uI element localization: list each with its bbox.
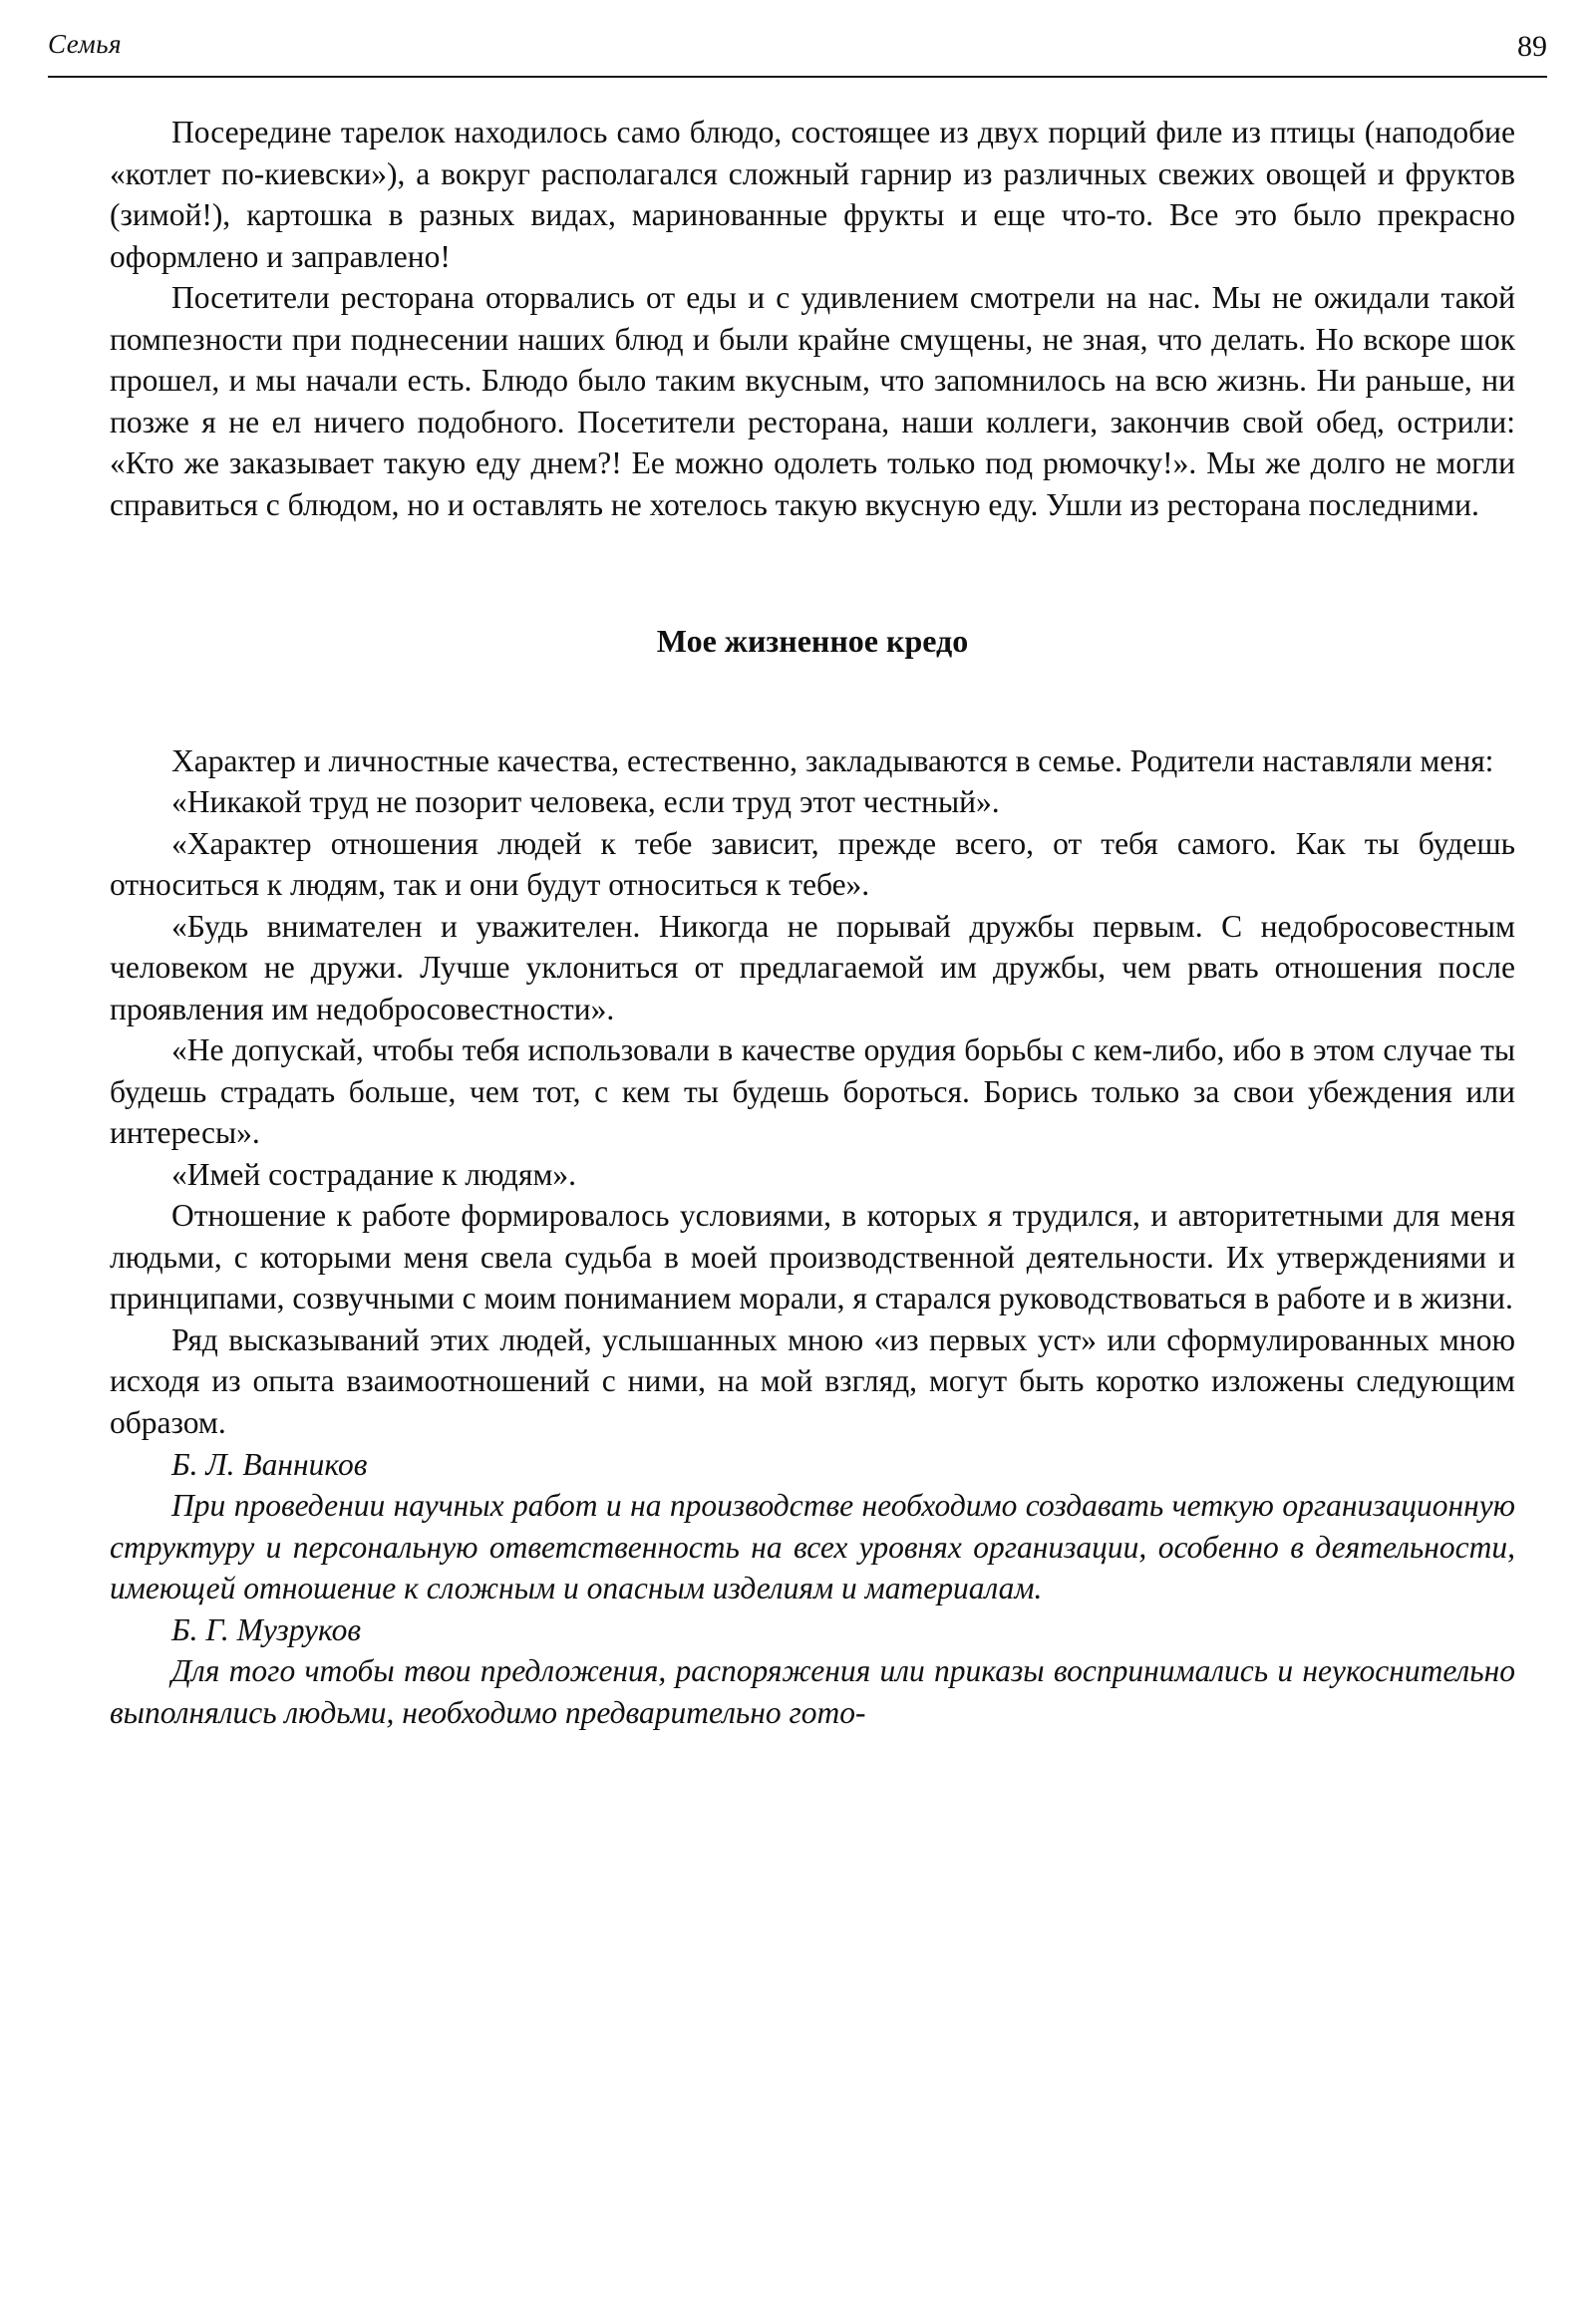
- paragraph: Посередине тарелок находилось само блюдо, состоящее из двух порций филе из птицы (наподобие «котлет по-киевски»), а вокруг располагался сложный гарнир из различных свежих овощей и фруктов (зимой!), картошка в разных видах, маринованные фрукты и еще что-то. Все это было прекрасно оформлено и заправлено!: [110, 115, 1515, 274]
- page-number: 89: [1517, 30, 1547, 63]
- section-title: Мое жизненное кредо: [656, 623, 969, 660]
- paragraph: «Не допускай, чтобы тебя использовали в качестве орудия борьбы с кем-либо, ибо в этом случае ты будешь страдать больше, чем тот, с кем ты будешь бороться. Борись только за свои убеждения или интересы».: [110, 1032, 1515, 1151]
- paragraph: «Имей сострадание к людям».: [171, 1156, 577, 1192]
- spacer: [110, 525, 1515, 621]
- paragraph: «Никакой труд не позорит человека, если труд этот честный».: [171, 784, 1000, 820]
- quote-author: Б. Л. Ванников: [171, 1446, 368, 1482]
- paragraph: Отношение к работе формировалось условиями, в которых я трудился, и авторитетными для меня людьми, с которыми меня свела судьба в моей производственной деятельности. Их утверждениями и принципами, созвучными с моим пониманием морали, я старался руководствоваться в работе и в жизни.: [110, 1198, 1515, 1316]
- spacer: [110, 663, 1515, 740]
- quote-author: Б. Г. Музруков: [171, 1611, 361, 1647]
- page-content: [110, 112, 1515, 1733]
- page-header: [48, 30, 1547, 78]
- paragraph: Посетители ресторана оторвались от еды и с удивлением смотрели на нас. Мы не ожидали такой помпезности при поднесении наших блюд и были крайне смущены, не зная, что делать. Но вскоре шок прошел, и мы начали есть. Блюдо было таким вкусным, что запомнилось на всю жизнь. Ни раньше, ни позже я не ел ничего подобного. Посетители ресторана, наши коллеги, закончив свой обед, острили: «Кто же заказывает такую еду днем?! Ее можно одолеть только под рюмочку!». Мы же долго не могли справиться с блюдом, но и оставлять не хотелось такую вкусную еду. Ушли из ресторана последними.: [110, 280, 1515, 522]
- paragraph: Характер и личностные качества, естественно, закладываются в семье. Родители наставляли меня:: [171, 742, 1494, 778]
- running-title: Семья: [48, 29, 123, 59]
- paragraph: Ряд высказываний этих людей, услышанных мною «из первых уст» или сформулированных мною исходя из опыта взаимоотношений с ними, на мой взгляд, могут быть коротко изложены следующим образом.: [110, 1321, 1515, 1440]
- quote-text: При проведении научных работ и на производстве необходимо создавать четкую организационную структуру и персональную ответственность на всех уровнях организации, особенно в деятельности, имеющей отношение к сложным и опасным изделиям и материалам.: [110, 1488, 1515, 1606]
- quote-text: Для того чтобы твои предложения, распоряжения или приказы воспринимались и неукоснительно выполнялись людьми, необходимо предварительно гото-: [110, 1653, 1515, 1730]
- paragraph: «Будь внимателен и уважителен. Никогда не порывай дружбы первым. С недобросовестным человеком не дружи. Лучше уклониться от предлагаемой им дружбы, чем рвать отношения после проявления им недобросовестности».: [110, 908, 1515, 1026]
- paragraph: «Характер отношения людей к тебе зависит, прежде всего, от тебя самого. Как ты будешь относиться к людям, так и они будут относиться к тебе».: [110, 825, 1515, 903]
